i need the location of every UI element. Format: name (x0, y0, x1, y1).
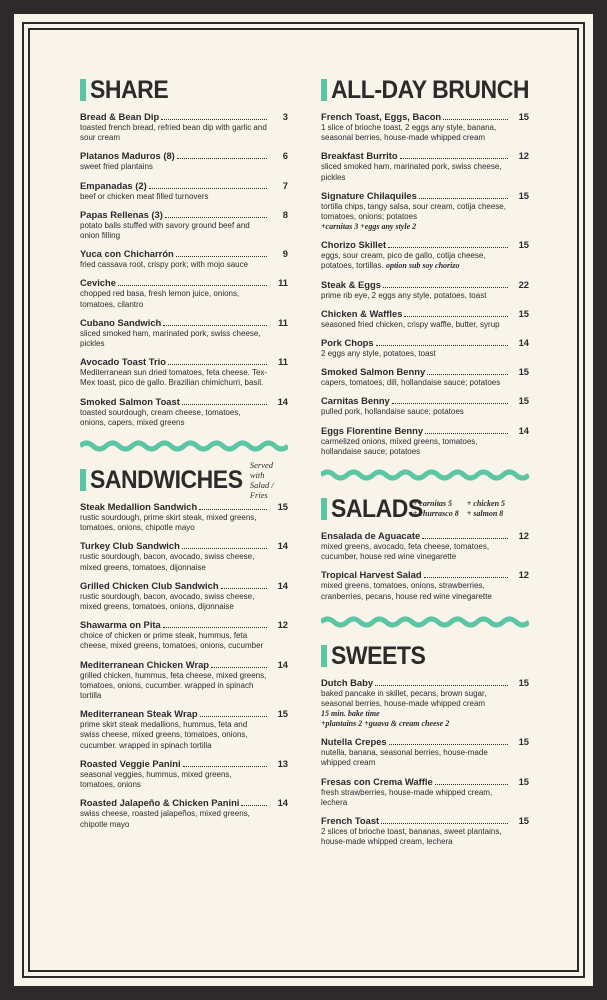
dot-leader (404, 316, 508, 317)
share-header (80, 76, 288, 104)
addon: + carnitas 5 (412, 499, 453, 509)
item-name: Mediterranean Steak Wrap (80, 708, 198, 720)
addon: + churrasco 8 (412, 509, 459, 519)
item-description (321, 689, 529, 709)
item-row (321, 776, 529, 788)
item-row (321, 736, 529, 748)
item-name: Fresas con Crema Waffle (321, 775, 433, 787)
accent-bar (321, 645, 327, 667)
description-text: swiss cheese, roasted jalapeños, mixed greens, chipotle mayo (80, 809, 250, 829)
item-name: Steak Medallion Sandwich (80, 501, 198, 513)
menu-item (321, 308, 529, 330)
wave-divider (321, 469, 529, 481)
wave-divider (80, 440, 288, 452)
dot-leader (392, 403, 508, 404)
dot-leader (168, 364, 267, 365)
description-text: nutella, banana, seasonal berries, house-made whipped cream (321, 748, 488, 768)
share-list (80, 111, 288, 428)
menu-item (80, 540, 288, 572)
item-row (321, 366, 529, 378)
description-text: chopped red basa, fresh lemon juice, onions, tomatoes, cilantro (80, 289, 240, 309)
item-row (80, 659, 288, 671)
menu-item (80, 180, 288, 202)
description-text: beef or chicken meat filled turnovers (80, 191, 209, 201)
description-text: seasoned fried chicken, crispy waffle, butter, syrup (321, 319, 500, 329)
brunch-header (321, 76, 529, 104)
dot-leader (182, 404, 267, 405)
description-text: toasted french bread, refried bean dip with garlic and sour cream (80, 123, 267, 143)
dot-leader (165, 217, 267, 218)
item-row (321, 239, 529, 251)
description-text: toasted sourdough, cream cheese, tomatoes, onions, capers, mixed greens (80, 407, 241, 427)
item-description (80, 260, 288, 270)
item-description (80, 770, 288, 790)
item-name: Smoked Salmon Toast (80, 395, 180, 407)
description-text: baked pancake in skillet, pecans, brown sugar, seasonal berries, house-made whipped cream (321, 688, 487, 709)
item-price: 13 (277, 757, 288, 769)
menu-item (321, 569, 529, 601)
item-name: Avocado Toast Trio (80, 356, 166, 368)
item-name: Empanadas (2) (80, 179, 147, 191)
item-description (321, 251, 529, 271)
item-description (80, 592, 288, 612)
menu-item (321, 150, 529, 182)
item-row (321, 569, 529, 581)
accent-bar (80, 79, 86, 101)
item-description (80, 289, 288, 309)
item-price: 11 (278, 356, 288, 368)
dot-leader (161, 119, 267, 120)
dot-leader (383, 287, 508, 288)
dot-leader (182, 548, 267, 549)
description-text: 1 slice of brioche toast, 2 eggs any style, banana, seasonal berries, house-made whipped cream (321, 123, 497, 143)
item-row (80, 317, 288, 329)
salads-header (321, 495, 529, 523)
item-name: Grilled Chicken Club Sandwich (80, 579, 219, 591)
brunch-list (321, 111, 529, 457)
dot-leader (200, 716, 267, 717)
menu-item (80, 580, 288, 612)
served-with-note (250, 460, 288, 500)
item-name: Pork Chops (321, 337, 374, 349)
item-name: Bread & Bean Dip (80, 111, 160, 122)
description-text: seasonal veggies, hummus, mixed greens, tomatoes, onions (80, 769, 232, 790)
item-row (80, 758, 288, 770)
description-text: capers, tomatoes, dill, hollandaise sauce; potatoes (321, 378, 501, 388)
note-line: Served with (249, 460, 273, 481)
item-price: 15 (518, 366, 529, 378)
item-price: 15 (518, 815, 529, 827)
dot-leader (149, 188, 267, 189)
item-row (80, 708, 288, 720)
dot-leader (376, 345, 508, 346)
description-option: option sub soy chorizo (385, 261, 460, 271)
item-row (80, 797, 288, 809)
menu-item (80, 619, 288, 651)
menu-item (80, 758, 288, 790)
menu-item (321, 776, 529, 808)
description-text: fresh strawberries, house-made whipped cream, lechera (321, 787, 493, 807)
item-price: 3 (282, 111, 288, 122)
item-price: 11 (278, 277, 288, 289)
dot-leader (381, 823, 508, 824)
addon: + salmon 8 (466, 509, 504, 519)
menu-item (321, 279, 529, 301)
item-row (321, 279, 529, 291)
menu-item (80, 317, 288, 349)
description-text: potato balls stuffed with savory ground beef and onion filling (80, 220, 250, 241)
item-price: 15 (518, 395, 529, 407)
menu-item (80, 111, 288, 143)
accent-bar (321, 79, 327, 101)
menu-item (80, 356, 288, 388)
item-description (321, 202, 529, 222)
item-extra: +carnitas 3 +eggs any style 2 (321, 222, 417, 232)
item-name: Chorizo Skillet (321, 239, 387, 251)
item-description (80, 408, 288, 428)
item-description (321, 407, 529, 417)
item-name: French Toast (321, 815, 380, 827)
item-description (80, 671, 288, 702)
description-text: sliced smoked ham, marinated pork, swiss cheese, pickles (80, 328, 261, 349)
item-price: 11 (278, 316, 288, 328)
item-name: Breakfast Burrito (321, 150, 398, 162)
menu-item (80, 501, 288, 533)
description-text: choice of chicken or prime steak, hummus, feta cheese, mixed greens, tomatoes, onions, cucumber (80, 631, 264, 651)
description-text: 2 eggs any style, potatoes, toast (321, 349, 436, 359)
item-price: 15 (277, 501, 288, 513)
item-row (321, 150, 529, 162)
item-row (80, 180, 288, 192)
dot-leader (177, 158, 267, 159)
sweets-header (321, 642, 529, 670)
item-description (80, 809, 288, 829)
description-text: grilled chicken, hummus, feta cheese, mixed greens, tomatoes, onions, cucumber. wrapped in spinach tortilla (80, 670, 267, 701)
salad-addons (413, 499, 505, 519)
item-row (321, 111, 529, 123)
description-text: 2 slices of brioche toast, bananas, sweet plantains, house-made whipped cream, lechera (321, 827, 502, 847)
menu-item (80, 708, 288, 751)
item-price: 6 (282, 150, 288, 162)
item-price: 15 (518, 676, 529, 688)
dot-leader (443, 119, 508, 120)
menu-item (80, 659, 288, 702)
menu-item (80, 277, 288, 309)
dot-leader (425, 433, 508, 434)
item-description (321, 291, 529, 301)
item-extra: +plantains 2 +guava & cream cheese 2 (321, 719, 450, 729)
menu-item (80, 248, 288, 270)
dot-leader (163, 627, 267, 628)
dot-leader (424, 577, 508, 578)
item-price: 9 (282, 248, 288, 260)
description-text: rustic sourdough, prime skirt steak, mixed greens, tomatoes, onions, chipotle mayo (80, 513, 257, 533)
dot-leader (118, 285, 267, 286)
menu-item (321, 239, 529, 271)
item-price: 14 (277, 797, 288, 809)
description-text: sweet fried plantains (80, 162, 153, 172)
menu-item (80, 150, 288, 172)
dot-leader (176, 256, 267, 257)
item-description (80, 123, 288, 143)
item-row (321, 190, 529, 202)
item-price: 14 (277, 658, 288, 670)
item-name: Dutch Baby (321, 676, 374, 688)
item-price: 22 (518, 278, 529, 290)
item-row (80, 501, 288, 513)
salads-list (321, 530, 529, 602)
item-row (80, 209, 288, 221)
item-name: Nutella Crepes (321, 736, 387, 748)
dot-leader (221, 588, 267, 589)
item-name: Cubano Sandwich (80, 316, 162, 328)
dot-leader (211, 667, 267, 668)
item-price: 15 (518, 239, 529, 251)
right-column (321, 76, 529, 847)
item-description (80, 329, 288, 349)
menu-item (80, 396, 288, 428)
item-extra: 15 min. bake time (321, 709, 380, 719)
item-description (321, 320, 529, 330)
dot-leader (388, 247, 508, 248)
menu-item (321, 395, 529, 417)
item-name: Smoked Salmon Benny (321, 366, 426, 378)
item-row (321, 425, 529, 437)
item-description (321, 827, 529, 847)
item-name: Steak & Eggs (321, 278, 381, 290)
description-text: carmelized onions, mixed greens, tomatoes, hollandaise sauce; potatoes (321, 436, 478, 456)
item-price: 14 (518, 337, 529, 349)
addon: + chicken 5 (466, 499, 506, 509)
dot-leader (375, 685, 508, 686)
item-description (80, 221, 288, 241)
item-price: 12 (518, 150, 529, 162)
accent-bar (321, 498, 327, 520)
item-description (321, 162, 529, 182)
item-price: 15 (518, 111, 529, 122)
dot-leader (419, 198, 508, 199)
menu-item (321, 190, 529, 232)
menu-item (321, 366, 529, 388)
item-price: 15 (277, 708, 288, 720)
item-description (80, 162, 288, 172)
sweets-list (321, 677, 529, 848)
sandwiches-list (80, 501, 288, 830)
dot-leader (400, 158, 508, 159)
item-name: Tropical Harvest Salad (321, 569, 422, 581)
dot-leader (199, 509, 267, 510)
item-row (321, 308, 529, 320)
description-text: mixed greens, tomatoes, onions, strawberries, cranberries, pecans, house red wine vinegarette (321, 581, 492, 601)
description-text: rustic sourdough, bacon, avocado, swiss cheese, mixed greens, tomatoes, dijonnaise (80, 552, 255, 572)
menu-item (321, 425, 529, 457)
item-description (321, 542, 529, 562)
left-column (80, 76, 288, 830)
item-description (321, 748, 529, 768)
item-name: Signature Chilaquiles (321, 189, 417, 201)
item-row (80, 580, 288, 592)
item-name: Carnitas Benny (321, 395, 390, 407)
description-text: mixed greens, avocado, feta cheese, tomatoes, cucumber, house red wine vinegarette (321, 542, 490, 562)
item-row (80, 396, 288, 408)
menu-item (321, 111, 529, 143)
description-text: pulled pork, hollandaise sauce; potatoes (321, 407, 464, 417)
description-text: eggs, sour cream, pico de gallo, cotija cheese, potatoes, tortillas. (321, 251, 486, 271)
item-row (80, 619, 288, 631)
item-name: Ensalada de Aguacate (321, 530, 421, 542)
item-description (80, 192, 288, 202)
item-name: Roasted Veggie Panini (80, 757, 181, 769)
section-title: SANDWICHES (90, 466, 243, 495)
description-text: Mediterranean sun dried tomatoes, feta cheese. Tex-Mex toast, pico de gallo. Brazilian chimichurri, basil. (80, 368, 268, 388)
item-description (321, 378, 529, 388)
item-price: 12 (518, 569, 529, 581)
item-row (321, 530, 529, 542)
section-title: SHARE (90, 76, 169, 104)
item-price: 15 (518, 775, 529, 787)
dot-leader (241, 805, 267, 806)
item-description (321, 437, 529, 457)
item-price: 8 (282, 208, 288, 220)
item-price: 15 (518, 736, 529, 748)
wave-divider (321, 616, 529, 628)
dot-leader (435, 784, 508, 785)
item-name: French Toast, Eggs, Bacon (321, 111, 442, 122)
menu-item (80, 209, 288, 241)
item-description (80, 552, 288, 572)
section-title: ALL-DAY BRUNCH (331, 76, 530, 104)
item-price: 12 (518, 530, 529, 542)
item-price: 14 (277, 540, 288, 552)
item-row (80, 356, 288, 368)
item-price: 7 (282, 179, 288, 191)
item-name: Papas Rellenas (3) (80, 208, 163, 220)
item-description (80, 368, 288, 388)
item-name: Platanos Maduros (8) (80, 150, 175, 162)
item-description (321, 123, 529, 143)
sandwiches-header (80, 460, 288, 501)
item-description (80, 631, 288, 651)
item-name: Yuca con Chicharrón (80, 248, 174, 260)
item-row (321, 815, 529, 827)
description-text: fried cassava root, crispy pork; with mojo sauce (80, 260, 249, 270)
description-text: prime rib eye, 2 eggs any style, potatoes, toast (321, 290, 487, 300)
dot-leader (427, 374, 508, 375)
item-row (321, 677, 529, 689)
item-price: 12 (277, 619, 288, 631)
menu-item (321, 736, 529, 768)
item-description (321, 581, 529, 601)
item-name: Roasted Jalapeño & Chicken Panini (80, 797, 240, 809)
dot-leader (422, 538, 508, 539)
item-description (321, 788, 529, 808)
dot-leader (163, 325, 267, 326)
accent-bar (80, 469, 86, 491)
menu-item (80, 797, 288, 829)
item-row (321, 395, 529, 407)
item-row (80, 540, 288, 552)
item-row (80, 150, 288, 162)
description-text: sliced smoked ham, marinated pork, swiss cheese, pickles (321, 162, 502, 182)
dot-leader (389, 744, 508, 745)
description-text: rustic sourdough, bacon, avocado, swiss cheese, mixed greens, tomatoes, onions, dijonnaise (80, 591, 255, 612)
section-title: SALADS (331, 495, 423, 524)
item-price: 14 (518, 424, 529, 436)
item-price: 14 (277, 579, 288, 591)
item-row (80, 248, 288, 260)
item-description (321, 349, 529, 359)
dot-leader (183, 766, 267, 767)
item-name: Eggs Florentine Benny (321, 424, 424, 436)
item-price: 14 (277, 395, 288, 407)
item-description (80, 513, 288, 533)
item-price: 15 (518, 189, 529, 201)
description-text: tortilla chips, tangy salsa, sour cream, cotija cheese, tomatoes, onions; potatoes (321, 201, 506, 222)
item-name: Chicken & Waffles (321, 307, 403, 319)
menu-item (321, 530, 529, 562)
item-description (80, 720, 288, 751)
item-name: Shawarma on Pita (80, 619, 161, 631)
item-name: Ceviche (80, 277, 116, 289)
item-price: 15 (518, 307, 529, 319)
item-row (321, 337, 529, 349)
item-row (80, 111, 288, 123)
menu-item (321, 815, 529, 847)
section-title: SWEETS (331, 641, 426, 670)
menu-item (321, 677, 529, 729)
item-name: Turkey Club Sandwich (80, 540, 180, 552)
item-row (80, 277, 288, 289)
description-text: prime skirt steak medallions, hummus, feta and swiss cheese, mixed greens, tomatoes, onions, cucumber. wrapped in spinach tortilla (80, 720, 248, 750)
menu-item (321, 337, 529, 359)
note-line: Salad / Fries (249, 480, 274, 501)
item-name: Mediterranean Chicken Wrap (80, 658, 210, 670)
